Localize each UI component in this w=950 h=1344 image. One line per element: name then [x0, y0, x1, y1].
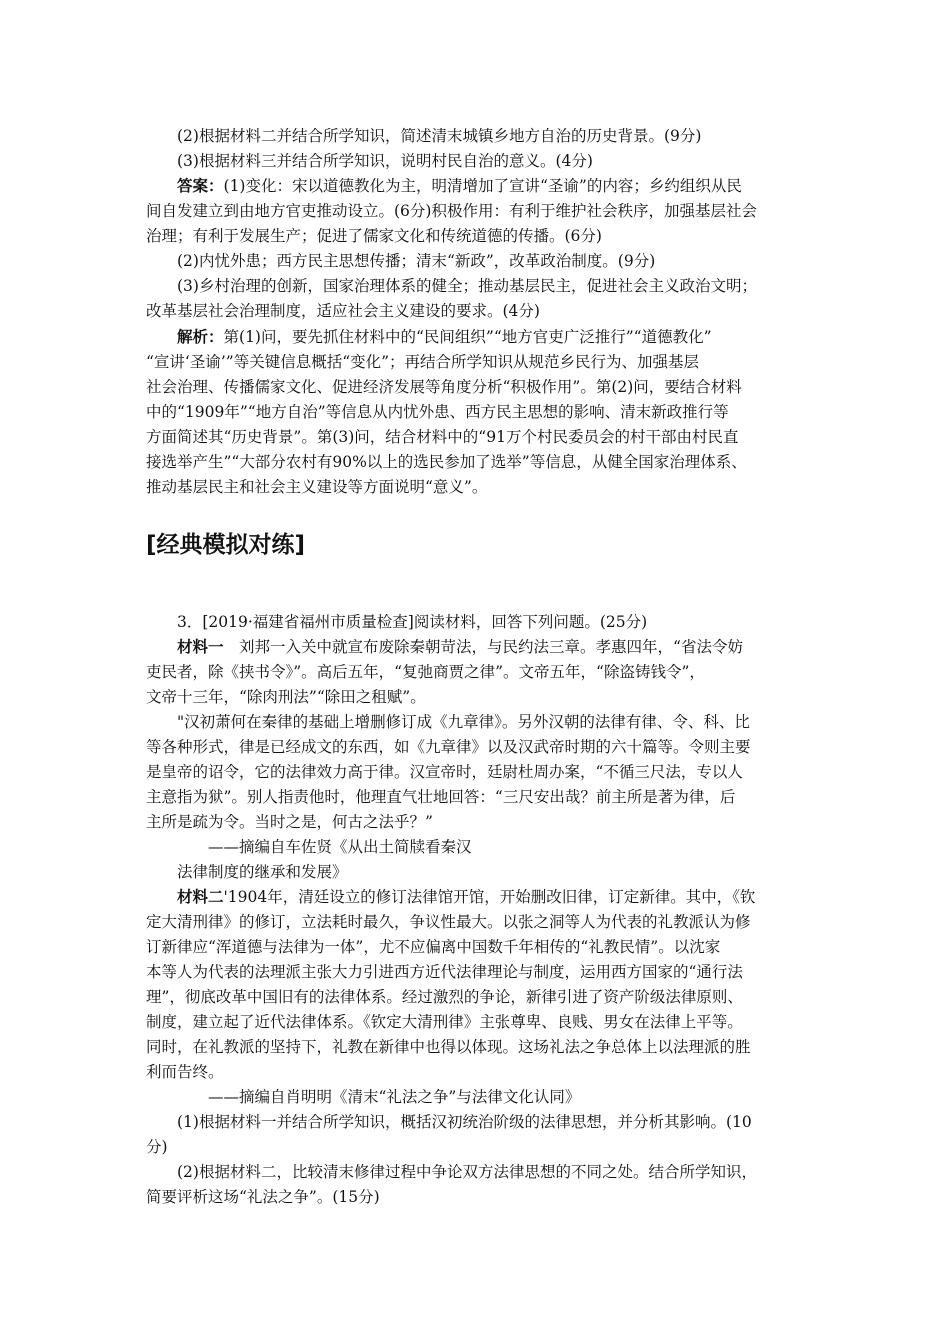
answer-line: 答案：(1)变化：宋以道德教化为主，明清增加了宣讲“圣谕”的内容；乡约组织从民: [177, 176, 742, 195]
answer-line: (3)乡村治理的创新，国家治理体系的健全；推动基层民主，促进社会主义政治文明；: [177, 277, 757, 295]
question-header: 3．[2019·福建省福州市质量检查]阅读材料，回答下列问题。(25分): [177, 613, 648, 631]
material-2-line: 利而告终。: [146, 1063, 224, 1081]
analysis-line: 接选举产生”“大部分农村有90%以上的选民参加了选举”等信息，从健全国家治理体系、: [146, 453, 747, 471]
answer-line: 改革基层社会治理制度，适应社会主义建设的要求。(4分): [146, 302, 540, 320]
answer-line: 间自发建立到由地方官吏推动设立。(6分)积极作用：有利于维护社会秩序，加强基层社会: [146, 202, 757, 220]
sub-question: 简要评析这场“礼法之争”。(15分): [146, 1188, 380, 1206]
material-2-line: 同时，在礼教派的坚持下，礼教在新律中也得以体现。这场礼法之争总体上以法理派的胜: [146, 1038, 751, 1056]
sub-question: (1)根据材料一并结合所学知识，概括汉初统治阶级的法律思想，并分析其影响。(10: [177, 1113, 752, 1131]
material-2-line: 定大清刑律》的修订，立法耗时最久，争议性最大。以张之洞等人为代表的礼教派认为修: [146, 913, 751, 931]
analysis-line: 解析：第(1)问，要先抓住材料中的“民间组织”“地方官吏广泛推行”“道德教化”: [177, 327, 712, 346]
material-1-source: ——摘编自车佐贤《从出土简牍看秦汉: [208, 838, 472, 856]
analysis-line: “宣讲‘圣谕’”等关键信息概括“变化”；再结合所学知识从规范乡民行为、加强基层: [146, 353, 700, 371]
analysis-line: 推动基层民主和社会主义建设等方面说明“意义”。: [146, 478, 488, 496]
sub-question: (2)根据材料二，比较清末修律过程中争论双方法律思想的不同之处。结合所学知识，: [177, 1163, 757, 1181]
material-1-line: 文帝十三年，“除肉刑法”“除田之租赋”。: [146, 688, 426, 706]
analysis-line: 方面简述其“历史背景”。第(3)问，结合材料中的“91万个村民委员会的村干部由村民直: [146, 428, 739, 446]
material-1-line: 材料一 刘邦一入关中就宣布废除秦朝苛法，与民约法三章。孝惠四年，“省法令妨: [177, 637, 743, 656]
material-1-line: "汉初萧何在秦律的基础上增删修订成《九章律》。另外汉朝的法律有律、令、科、比: [177, 713, 750, 731]
material-1-label: 材料一: [177, 637, 224, 656]
material-2-line: 材料二'1904年，清廷设立的修订法律馆开馆，开始删改旧律，订定新律。其中，《钦: [177, 887, 756, 906]
analysis-line: 中的“1909年”“地方自治”等信息从内忧外患、西方民主思想的影响、清末新政推行等: [146, 403, 729, 421]
material-1-source: 法律制度的继承和发展》: [177, 863, 348, 881]
analysis-line: 社会治理、传播儒家文化、促进经济发展等角度分析“积极作用”。第(2)问，要结合材料: [146, 378, 742, 396]
material-1-line: 吏民者，除《挟书令》”。高后五年，“复弛商贾之律”。文帝五年，“除盗铸钱令”，: [146, 663, 705, 681]
question-3-prompt: (3)根据材料三并结合所学知识，说明村民自治的意义。(4分): [177, 152, 593, 170]
material-2-label: 材料二: [177, 887, 224, 906]
section-title: [经典模拟对练]: [146, 532, 306, 558]
analysis-label: 解析：: [177, 327, 224, 346]
material-2-line: 理”，彻底改革中国旧有的法律体系。经过激烈的争论，新律引进了资产阶级法律原则、: [146, 988, 743, 1006]
material-2-line: 订新律应“浑道德与法律为一体”，尤不应偏离中国数千年相传的“礼教民情”。以沈家: [146, 938, 721, 956]
answer-label: 答案：: [177, 176, 224, 195]
material-2-source: ——摘编自肖明明《清末“礼法之争”与法律文化认同》: [208, 1088, 581, 1106]
question-2-prompt: (2)根据材料二并结合所学知识，简述清末城镇乡地方自治的历史背景。(9分): [177, 127, 702, 145]
material-2-line: 制度，建立起了近代法律体系。《钦定大清刑律》主张尊卑、良贱、男女在法律上平等。: [146, 1013, 743, 1031]
material-1-line: 等各种形式，律是已经成文的东西，如《九章律》以及汉武帝时期的六十篇等。令则主要: [146, 738, 751, 756]
sub-question: 分): [146, 1138, 168, 1156]
material-2-line: 本等人为代表的法理派主张大力引进西方近代法律理论与制度，运用西方国家的“通行法: [146, 963, 743, 981]
material-1-line: 是皇帝的诏令，它的法律效力高于律。汉宣帝时，廷尉杜周办案，“不循三尺法，专以人: [146, 763, 743, 781]
answer-line: 治理；有利于发展生产；促进了儒家文化和传统道德的传播。(6分): [146, 227, 602, 245]
answer-line: (2)内忧外患；西方民主思想传播；清末“新政”，改革政治制度。(9分): [177, 252, 656, 270]
material-1-line: 主意指为狱”。别人指责他时，他理直气壮地回答：“三尺安出哉？前主所是著为律，后: [146, 788, 736, 806]
material-1-line: 主所是疏为令。当时之是，何古之法乎？”: [146, 813, 433, 831]
